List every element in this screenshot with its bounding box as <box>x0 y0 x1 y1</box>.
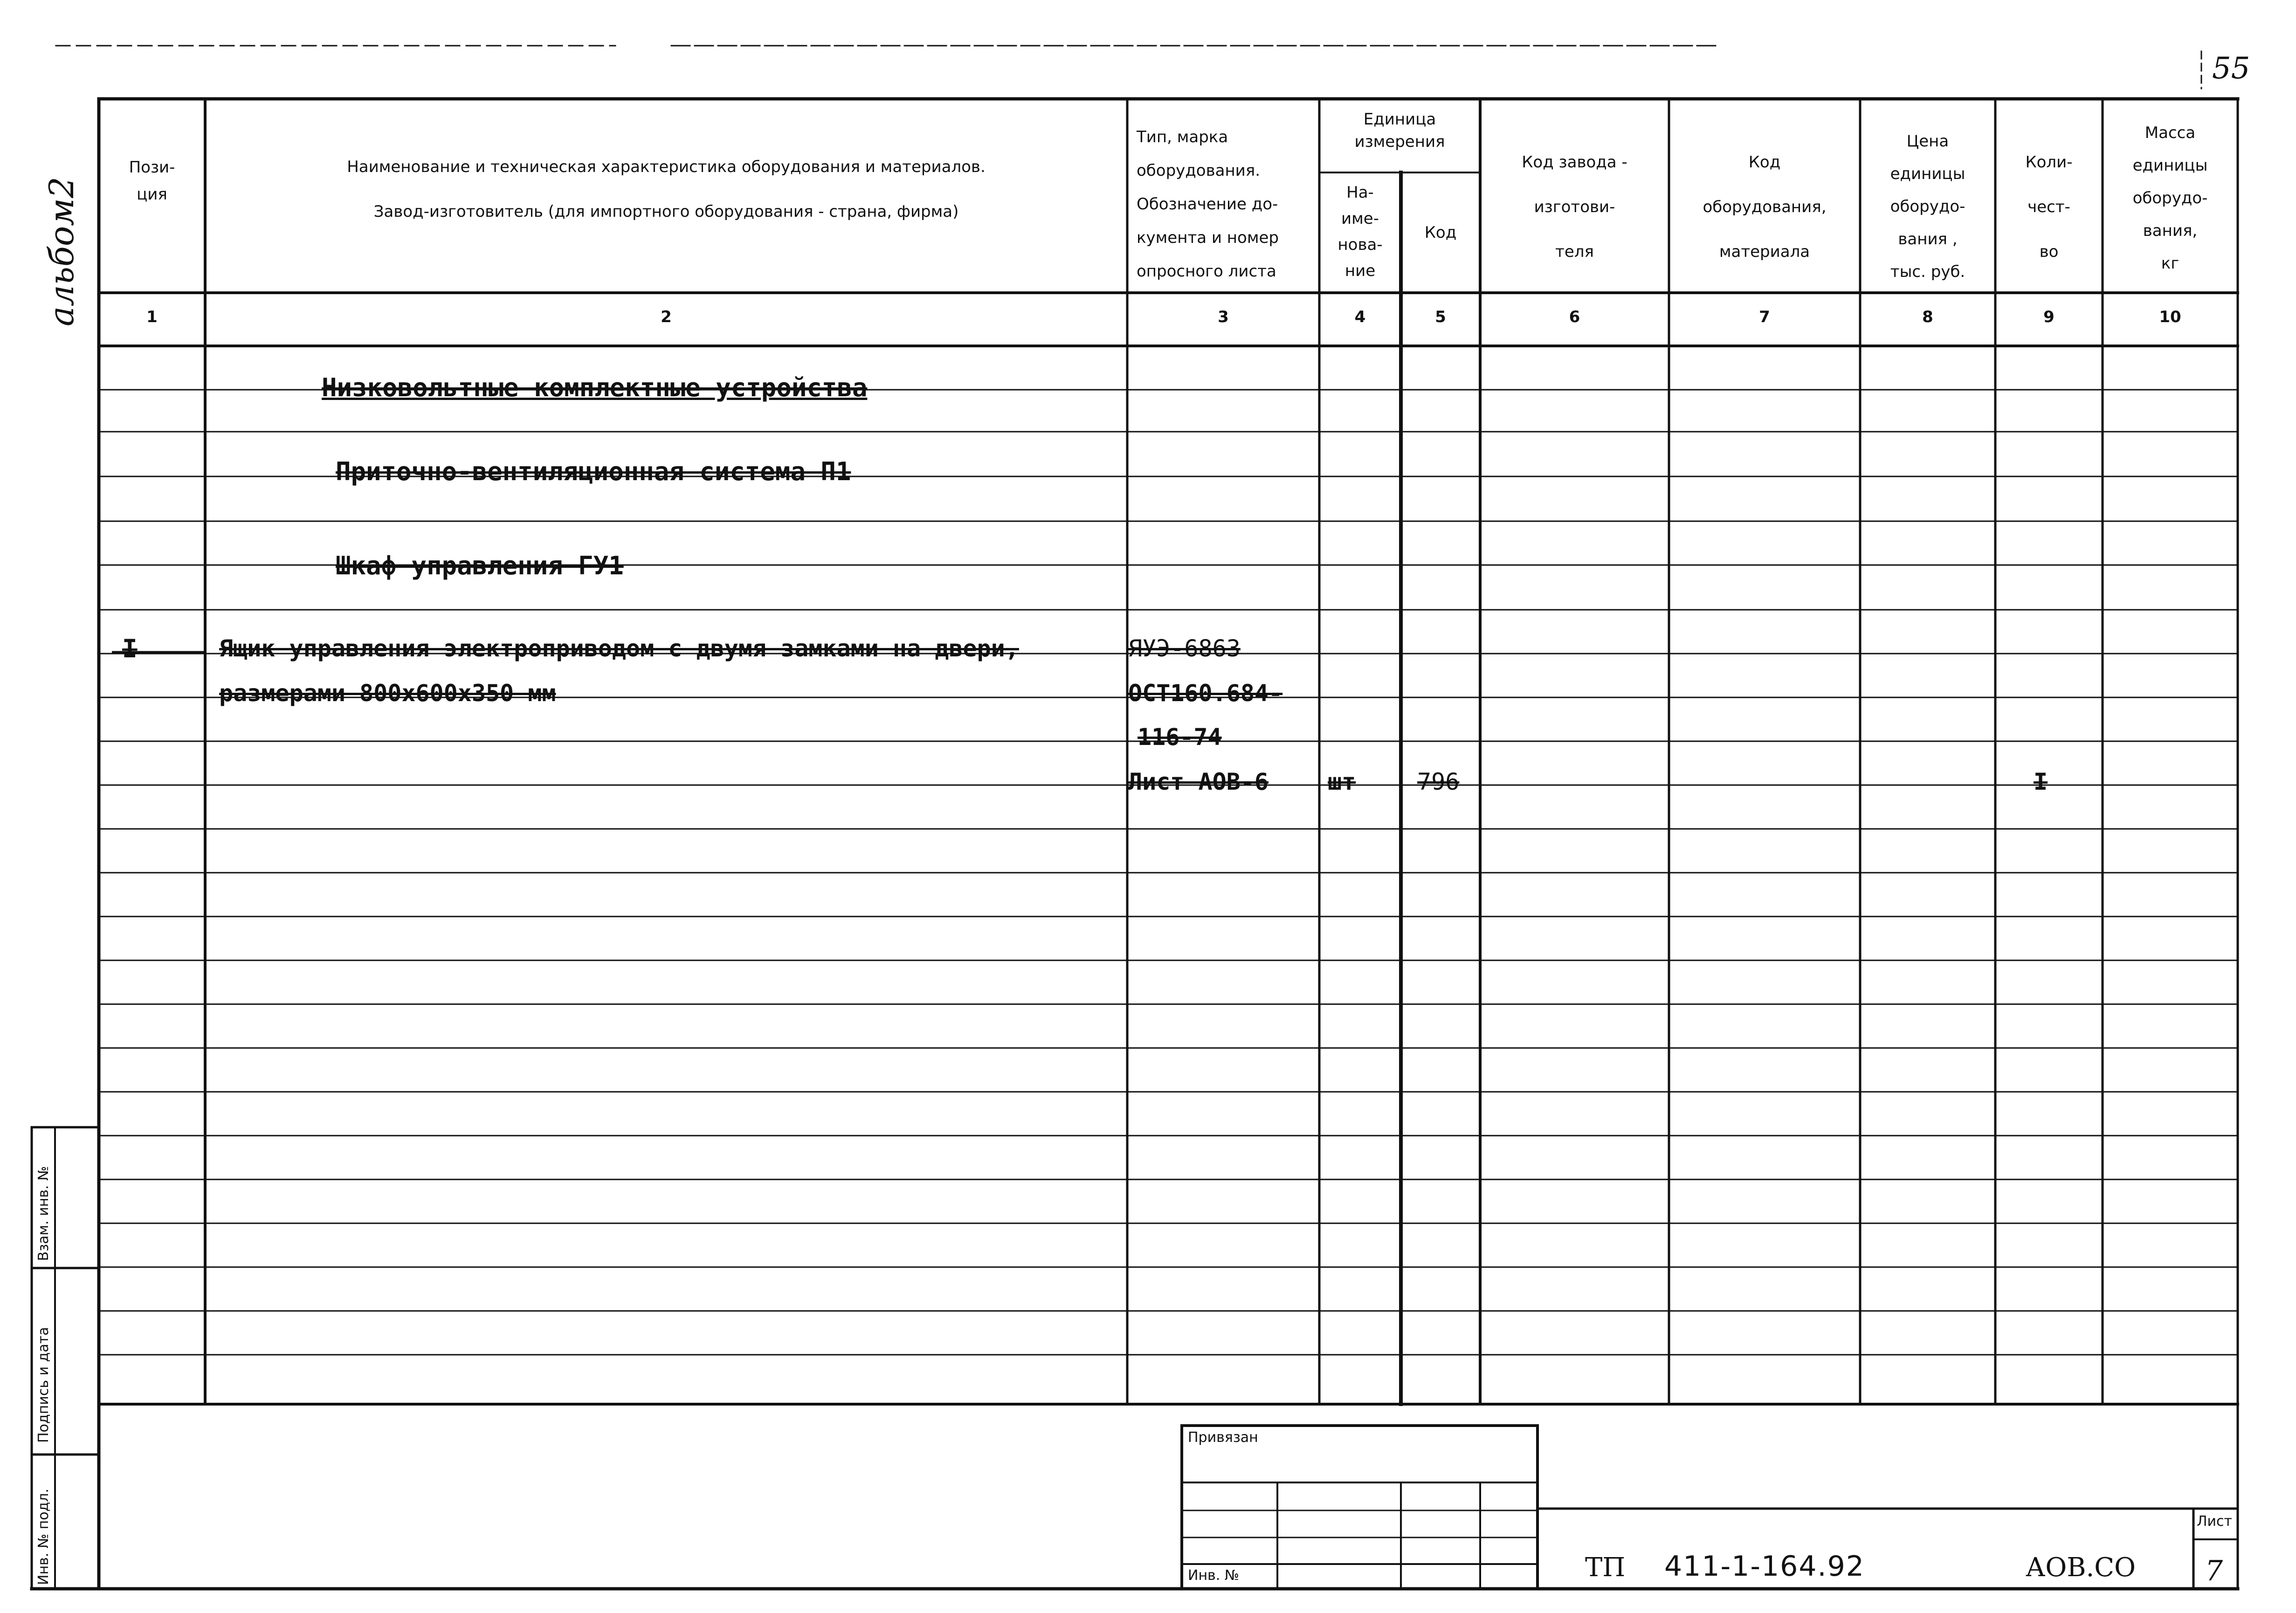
col-header-unit-group: Единица измерения <box>1354 110 1445 151</box>
col-header-type: Тип, марка оборудования. Обозначение до- кумента и номер опросного листа <box>1137 128 1279 281</box>
position-underline <box>112 650 205 655</box>
col-header-quantity: Коли- чест- во <box>2025 153 2073 261</box>
col-number: 9 <box>2043 308 2055 326</box>
col-header-mass: Масса единицы оборудо- вания, кг <box>2132 124 2208 273</box>
item-quantity: I <box>2034 768 2048 795</box>
col-header-price: Цена единицы оборудо- вания , тыс. руб. <box>1890 132 1965 281</box>
section-heading: Низковольтные комплектные устройства <box>322 373 868 402</box>
col-number: 1 <box>146 308 158 326</box>
item-name: размерами 800х600х350 мм <box>219 680 556 707</box>
col-header-equipment-code: Код оборудования, материала <box>1703 153 1827 261</box>
item-type: 116-74 <box>1138 724 1222 751</box>
doc-code: 411-1-164.92 <box>1664 1550 1865 1583</box>
col-header-position: Пози- ция <box>129 158 175 204</box>
col-number: 10 <box>2159 308 2181 326</box>
margin-note: альбом2 <box>42 177 81 326</box>
doc-code-prefix: ТП <box>1585 1552 1626 1583</box>
item-type: ОСТ160.684- <box>1128 680 1283 707</box>
item-position: I <box>122 634 138 663</box>
item-unit-code: 796 <box>1417 768 1460 795</box>
col-number: 4 <box>1354 308 1366 326</box>
col-number: 3 <box>1218 308 1229 326</box>
page-number: 55 <box>2212 51 2250 86</box>
section-heading: Приточно-вентиляционная система П1 <box>336 457 851 486</box>
section-heading: Шкаф управления ГУ1 <box>336 551 624 580</box>
sheet-code: АОВ.СО <box>2026 1552 2136 1583</box>
col-number: 8 <box>1922 308 1933 326</box>
item-unit: шт <box>1328 768 1356 795</box>
col-number: 7 <box>1759 308 1770 326</box>
stamp-privyazan-label: Привязан <box>1188 1429 1258 1446</box>
item-type: Лист АОВ-6 <box>1128 768 1269 795</box>
side-label-replaced-inv: Взам. инв. № <box>35 1166 52 1261</box>
col-number: 6 <box>1569 308 1580 326</box>
side-label-signature-date: Подпись и дата <box>35 1327 52 1443</box>
list-number: 7 <box>2205 1555 2223 1587</box>
item-name: Ящик управления электроприводом с двумя замками на двери, <box>219 635 1019 662</box>
col-header-unit-code: Код <box>1424 223 1457 242</box>
col-header-unit-name: На- име- нова- ние <box>1338 183 1383 280</box>
col-header-factory-code: Код завода - изготови- теля <box>1522 153 1627 261</box>
col-number: 5 <box>1435 308 1446 326</box>
item-type: ЯУЭ-6863 <box>1128 635 1241 662</box>
stamp-inv-no-label: Инв. № <box>1188 1567 1240 1584</box>
list-label: Лист <box>2197 1513 2233 1530</box>
col-header-name: Наименование и техническая характеристика оборудования и материалов. Завод-изготовитель (для импортного оборудования - страна, фирма) <box>347 158 986 221</box>
col-number: 2 <box>661 308 672 326</box>
side-label-original-inv: Инв. № подл. <box>35 1489 52 1585</box>
